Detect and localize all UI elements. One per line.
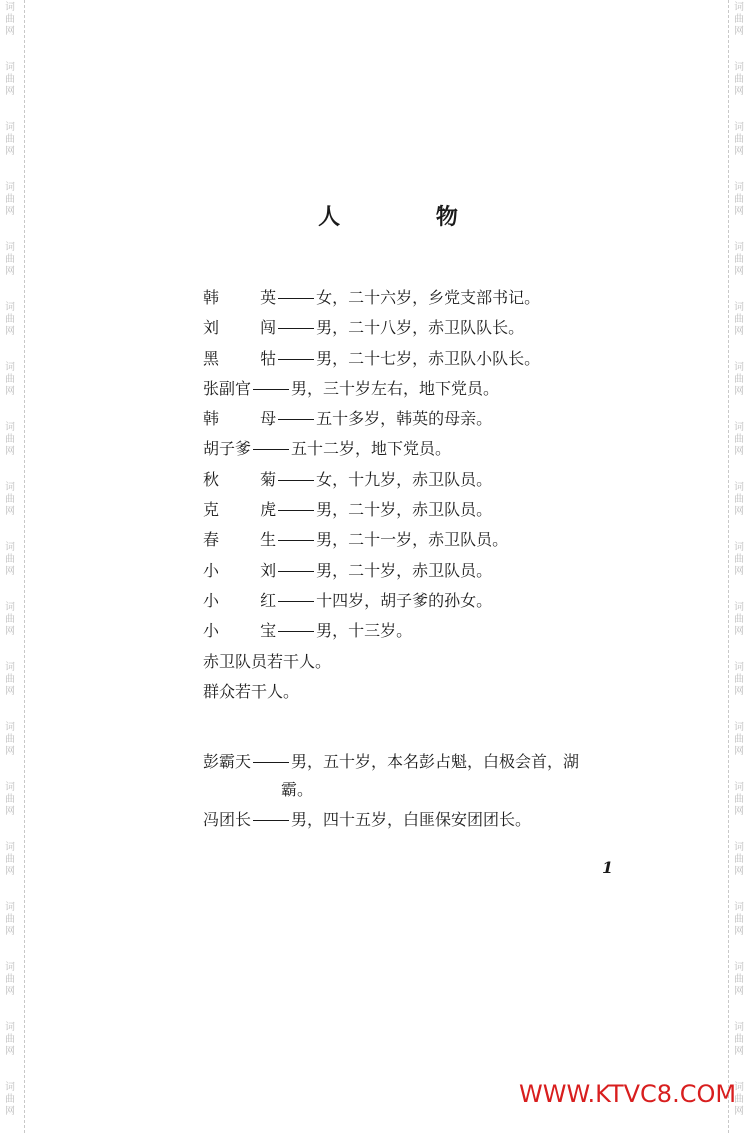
margin-watermark-char: 词 [5,422,15,433]
dash-separator [253,762,289,763]
character-description: 男，二十七岁，赤卫队小队长。 [316,348,541,368]
character-name: 春 生 [203,530,295,550]
margin-watermark-group [734,360,744,420]
character-description: 男，二十岁，赤卫队员。 [316,560,493,580]
margin-watermark-group [5,300,15,360]
margin-watermark-char: 网 [5,746,15,757]
margin-watermark-char: 词 [734,722,744,733]
margin-watermark-char: 曲 [5,974,15,985]
margin-watermark-char: 曲 [5,134,15,145]
margin-watermark-char: 词 [734,62,744,73]
margin-watermark-group [734,840,744,900]
margin-watermark-group [734,300,744,360]
margin-watermark-group [5,1020,15,1080]
margin-watermark-group [5,360,15,420]
margin-watermark-group [734,900,744,960]
page-number: 1 [602,858,614,877]
character-description: 五十二岁，地下党员。 [291,439,452,459]
margin-watermark-char: 曲 [734,974,744,985]
cast-row [203,616,623,646]
margin-watermark-char: 词 [734,182,744,193]
margin-watermark-char: 网 [734,806,744,817]
margin-watermark-group [734,780,744,840]
character-name: 韩 英 [203,288,295,307]
margin-watermark-char: 词 [5,1022,15,1033]
margin-watermark-char: 词 [5,1082,15,1093]
character-name: 小 刘 [203,560,295,580]
cast-row [203,404,623,434]
cast-row [203,805,623,835]
margin-watermark-group [734,60,744,120]
margin-watermark-char: 曲 [734,494,744,505]
margin-watermark-char: 网 [734,686,744,697]
margin-watermark-group [734,660,744,720]
margin-watermark-char: 词 [734,842,744,853]
margin-watermark-char: 曲 [5,854,15,865]
margin-watermark-char: 词 [734,782,744,793]
site-watermark [519,1080,736,1108]
margin-watermark-char: 网 [734,206,744,217]
cast-row [203,556,623,586]
margin-watermark-char: 网 [734,626,744,637]
left-margin-line [24,0,25,1133]
cast-row [203,586,623,616]
margin-watermark-char: 曲 [5,1034,15,1045]
margin-watermark-char: 网 [734,1046,744,1057]
cast-row [203,525,623,555]
margin-watermark-group [5,840,15,900]
margin-watermark-char: 曲 [5,374,15,385]
margin-watermark-char: 词 [5,62,15,73]
margin-watermark-char: 曲 [734,254,744,265]
margin-watermark-char: 词 [5,842,15,853]
margin-watermark-char: 曲 [5,194,15,205]
margin-watermark-char: 曲 [5,74,15,85]
margin-watermark-group [734,600,744,660]
margin-watermark-group [734,540,744,600]
margin-watermark-char: 网 [734,566,744,577]
margin-watermark-char: 网 [734,746,744,757]
margin-watermark-group [5,480,15,540]
margin-watermark-group [5,960,15,1020]
character-description: 男，二十岁，赤卫队员。 [316,500,493,520]
margin-watermark-char: 词 [734,302,744,313]
character-name: 胡子爹 [203,439,252,459]
dash-separator [278,359,314,360]
watermark-prefix: WWW. [519,1080,596,1108]
margin-watermark-char: 网 [734,926,744,937]
margin-watermark-char: 词 [734,122,744,133]
watermark-suffix: .COM [672,1080,737,1108]
margin-watermark-char: 网 [734,986,744,997]
margin-watermark-char: 网 [5,926,15,937]
margin-watermark-char: 词 [734,902,744,913]
margin-watermark-char: 曲 [5,14,15,25]
margin-watermark-char: 网 [5,1106,15,1117]
margin-watermark-char: 网 [5,626,15,637]
character-name: 冯团长 [203,810,252,830]
margin-watermark-char: 网 [5,146,15,157]
character-name: 小 红 [203,590,295,610]
margin-watermark-char: 曲 [734,554,744,565]
character-description: 女，二十六岁，乡党支部书记。 [316,288,541,307]
right-margin-watermark [729,0,749,1140]
cast-row [203,313,623,343]
margin-watermark-char: 词 [734,962,744,973]
character-name: 刘 闯 [203,318,295,338]
margin-watermark-group [5,720,15,780]
margin-watermark-char: 网 [734,386,744,397]
margin-watermark-char: 曲 [734,374,744,385]
margin-watermark-char: 曲 [5,254,15,265]
margin-watermark-char: 词 [734,602,744,613]
margin-watermark-char: 词 [734,1022,744,1033]
cast-row [203,434,623,464]
margin-watermark-char: 词 [5,362,15,373]
margin-watermark-char: 曲 [5,914,15,925]
character-description: 十四岁，胡子爹的孙女。 [316,590,493,610]
margin-watermark-char: 曲 [734,434,744,445]
margin-watermark-char: 曲 [5,674,15,685]
margin-watermark-char: 网 [5,206,15,217]
margin-watermark-char: 词 [734,542,744,553]
dash-separator [278,571,314,572]
extras-line: 赤卫队员若干人。 [203,651,332,671]
character-description: 男，五十岁，本名彭占魁，白极会首，湖 [291,752,580,772]
margin-watermark-char: 曲 [734,614,744,625]
margin-watermark-char: 网 [734,266,744,277]
character-name: 小 宝 [203,621,295,641]
margin-watermark-char: 曲 [734,794,744,805]
margin-watermark-char: 网 [734,866,744,877]
margin-watermark-char: 词 [5,602,15,613]
margin-watermark-char: 曲 [5,614,15,625]
margin-watermark-group [5,420,15,480]
margin-watermark-char: 词 [734,482,744,493]
cast-row [203,374,623,404]
margin-watermark-char: 词 [5,542,15,553]
character-description-continuation: 霸。 [281,780,314,800]
margin-watermark-group [5,0,15,60]
margin-watermark-char: 网 [5,86,15,97]
margin-watermark-char: 词 [5,902,15,913]
margin-watermark-group [734,480,744,540]
margin-watermark-char: 网 [5,566,15,577]
margin-watermark-char: 网 [5,686,15,697]
left-margin-watermark [0,0,20,1140]
margin-watermark-char: 曲 [5,734,15,745]
character-description: 男，十三岁。 [316,621,413,641]
margin-watermark-char: 曲 [734,194,744,205]
margin-watermark-char: 曲 [5,494,15,505]
margin-watermark-char: 曲 [734,914,744,925]
margin-watermark-char: 网 [734,146,744,157]
margin-watermark-char: 网 [734,326,744,337]
margin-watermark-group [5,120,15,180]
margin-watermark-char: 曲 [5,314,15,325]
margin-watermark-char: 词 [5,242,15,253]
margin-watermark-char: 词 [5,782,15,793]
margin-watermark-group [5,780,15,840]
margin-watermark-char: 曲 [734,314,744,325]
dash-separator [278,510,314,511]
margin-watermark-group [5,1080,15,1140]
margin-watermark-char: 曲 [734,1034,744,1045]
cast-row [203,344,623,374]
margin-watermark-group [5,660,15,720]
margin-watermark-char: 网 [5,266,15,277]
margin-watermark-char: 曲 [734,74,744,85]
margin-watermark-char: 网 [734,506,744,517]
margin-watermark-group [5,900,15,960]
margin-watermark-char: 网 [5,26,15,37]
margin-watermark-char: 曲 [5,554,15,565]
cast-row [203,747,623,775]
character-description: 男，三十岁左右，地下党员。 [291,378,500,398]
margin-watermark-char: 词 [734,422,744,433]
margin-watermark-group [734,120,744,180]
watermark-brand: KTVC8 [595,1080,673,1108]
group-spacer [203,707,623,747]
margin-watermark-char: 词 [5,662,15,673]
cast-row [203,465,623,495]
dash-separator [253,389,289,390]
character-description: 五十多岁，韩英的母亲。 [316,409,493,429]
dash-separator [278,419,314,420]
dash-separator [278,601,314,602]
character-description: 男，二十一岁，赤卫队员。 [316,530,509,550]
margin-watermark-char: 曲 [5,434,15,445]
margin-watermark-char: 曲 [734,14,744,25]
extras-line: 群众若干人。 [203,681,300,701]
margin-watermark-char: 网 [5,446,15,457]
margin-watermark-group [5,600,15,660]
margin-watermark-char: 词 [734,662,744,673]
character-name: 秋 菊 [203,469,295,489]
margin-watermark-char: 曲 [734,1094,744,1105]
margin-watermark-char: 词 [5,482,15,493]
character-name: 克 虎 [203,500,295,520]
margin-watermark-char: 网 [5,806,15,817]
cast-row [203,495,623,525]
margin-watermark-char: 曲 [734,854,744,865]
character-description: 男，二十八岁，赤卫队队长。 [316,318,525,338]
margin-watermark-group [734,0,744,60]
margin-watermark-char: 词 [5,302,15,313]
character-name: 韩 母 [203,409,295,429]
margin-watermark-char: 网 [734,1106,744,1117]
dash-separator [278,328,314,329]
margin-watermark-group [734,720,744,780]
dash-separator [278,631,314,632]
margin-watermark-char: 词 [734,1082,744,1093]
margin-watermark-group [5,240,15,300]
page-title: 人 物 [318,205,502,230]
margin-watermark-group [734,960,744,1020]
margin-watermark-char: 网 [5,386,15,397]
cast-row [203,283,623,313]
margin-watermark-group [5,540,15,600]
margin-watermark-group [734,240,744,300]
margin-watermark-char: 词 [5,182,15,193]
dash-separator [253,449,289,450]
character-name: 张副官 [203,378,252,398]
margin-watermark-char: 网 [5,986,15,997]
margin-watermark-char: 网 [5,866,15,877]
margin-watermark-char: 网 [5,506,15,517]
margin-watermark-char: 词 [734,2,744,13]
margin-watermark-char: 词 [5,2,15,13]
dash-separator [278,480,314,481]
margin-watermark-char: 网 [734,446,744,457]
character-description: 女，十九岁，赤卫队员。 [316,469,493,489]
margin-watermark-char: 曲 [734,734,744,745]
margin-watermark-char: 词 [734,242,744,253]
margin-watermark-group [734,420,744,480]
margin-watermark-group [5,60,15,120]
margin-watermark-char: 网 [5,326,15,337]
margin-watermark-group [734,1020,744,1080]
margin-watermark-char: 词 [5,962,15,973]
margin-watermark-char: 曲 [5,794,15,805]
margin-watermark-char: 曲 [734,134,744,145]
margin-watermark-char: 网 [5,1046,15,1057]
dash-separator [278,540,314,541]
character-name: 黑 牯 [203,348,295,368]
character-description: 男，四十五岁，白匪保安团团长。 [291,810,532,830]
cast-row-continuation [203,775,623,805]
margin-watermark-char: 曲 [734,674,744,685]
margin-watermark-char: 网 [734,86,744,97]
margin-watermark-char: 词 [734,362,744,373]
dash-separator [278,298,314,299]
cast-list [203,283,623,836]
margin-watermark-char: 词 [5,722,15,733]
margin-watermark-char: 网 [734,26,744,37]
character-name: 彭霸天 [203,752,252,772]
margin-watermark-char: 曲 [5,1094,15,1105]
margin-watermark-char: 词 [5,122,15,133]
dash-separator [253,820,289,821]
